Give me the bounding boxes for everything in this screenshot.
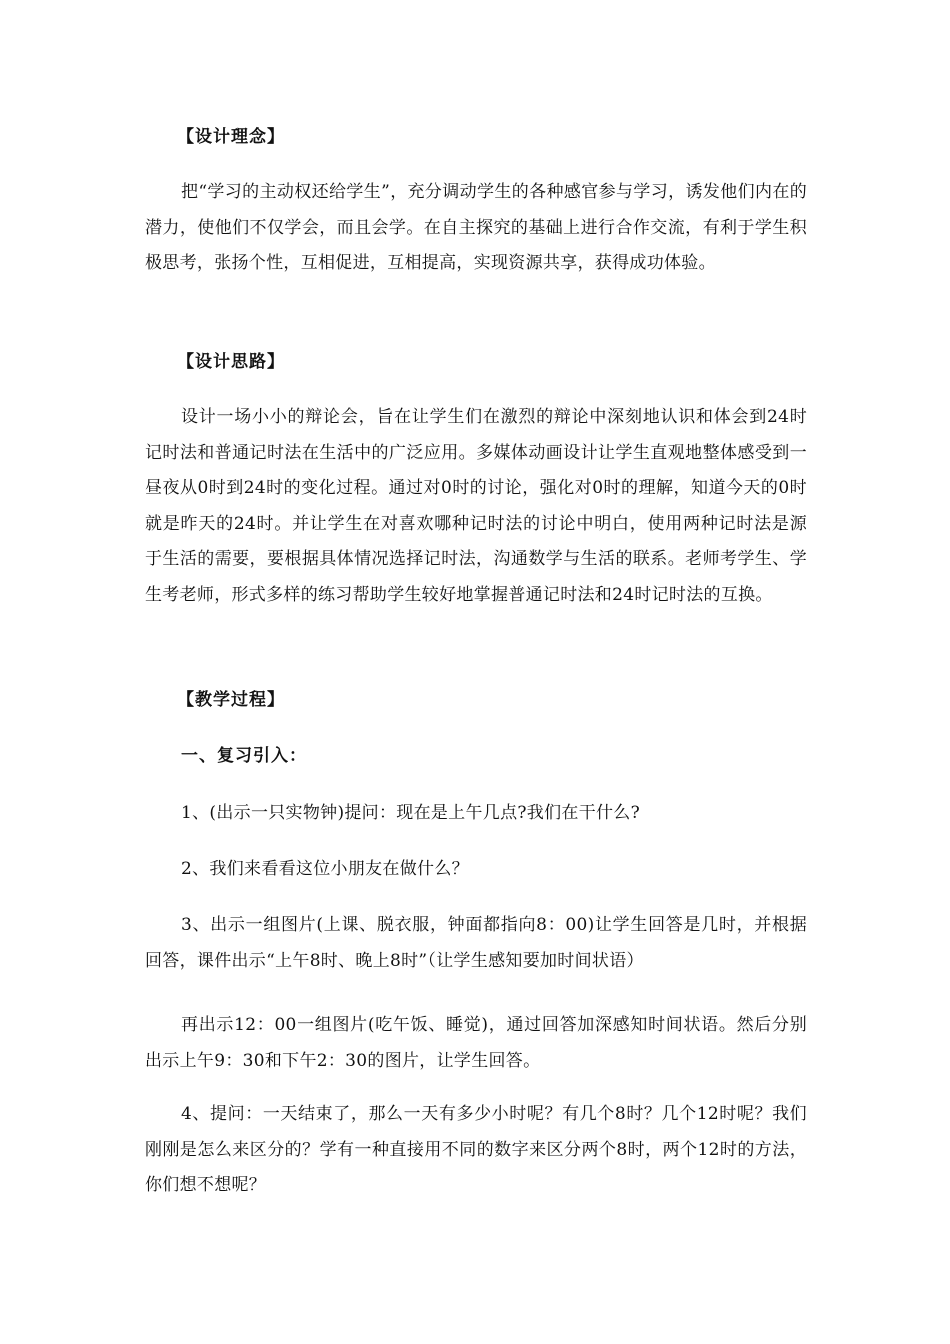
heading-teaching-process: 【教学过程】 [177,690,285,710]
paragraph-design-idea: 设计一场小小的辩论会，旨在让学生们在激烈的辩论中深刻地认识和体会到24时记时法和普通记时法在生活中的广泛应用。多媒体动画设计让学生直观地整体感受到一昼夜从0时到24时的变化过程。通过对0时的讨论，强化对0时的理解，知道今天的0时就是昨天的24时。并让学生在对喜欢哪种记时法的讨论中明白，使用两种记时法是源于生活的需要，要根据具体情况选择记时法，沟通数学与生活的联系。老师考学生、学生考老师，形式多样的练习帮助学生较好地掌握普通记时法和24时记时法的互换。 [145,407,807,605]
list-item-1: 1、(出示一只实物钟)提问：现在是上午几点?我们在干什么? [181,803,641,823]
list-item-3: 3、出示一组图片(上课、脱衣服，钟面都指向8：00)让学生回答是几时，并根据回答，课件出示“上午8时、晚上8时”（让学生感知要加时间状语） [145,915,807,971]
list-item-2: 2、我们来看看这位小朋友在做什么？ [181,859,469,879]
heading-design-idea: 【设计思路】 [177,352,285,372]
heading-design-concept: 【设计理念】 [177,127,285,147]
section-review-intro: 一、复习引入： [181,746,307,766]
list-item-3-continued: 再出示12：00一组图片(吃午饭、睡觉)，通过回答加深感知时间状语。然后分别出示上午9：30和下午2：30的图片，让学生回答。 [145,1015,807,1071]
paragraph-design-concept: 把“学习的主动权还给学生”，充分调动学生的各种感官参与学习，诱发他们内在的潜力，使他们不仅学会，而且会学。在自主探究的基础上进行合作交流，有利于学生积极思考，张扬个性，互相促进，互相提高，实现资源共享，获得成功体验。 [145,182,807,273]
list-item-4: 4、提问：一天结束了，那么一天有多少小时呢？有几个8时？几个12时呢？我们刚刚是怎么来区分的？学有一种直接用不同的数字来区分两个8时，两个12时的方法，你们想不想呢？ [145,1104,807,1195]
